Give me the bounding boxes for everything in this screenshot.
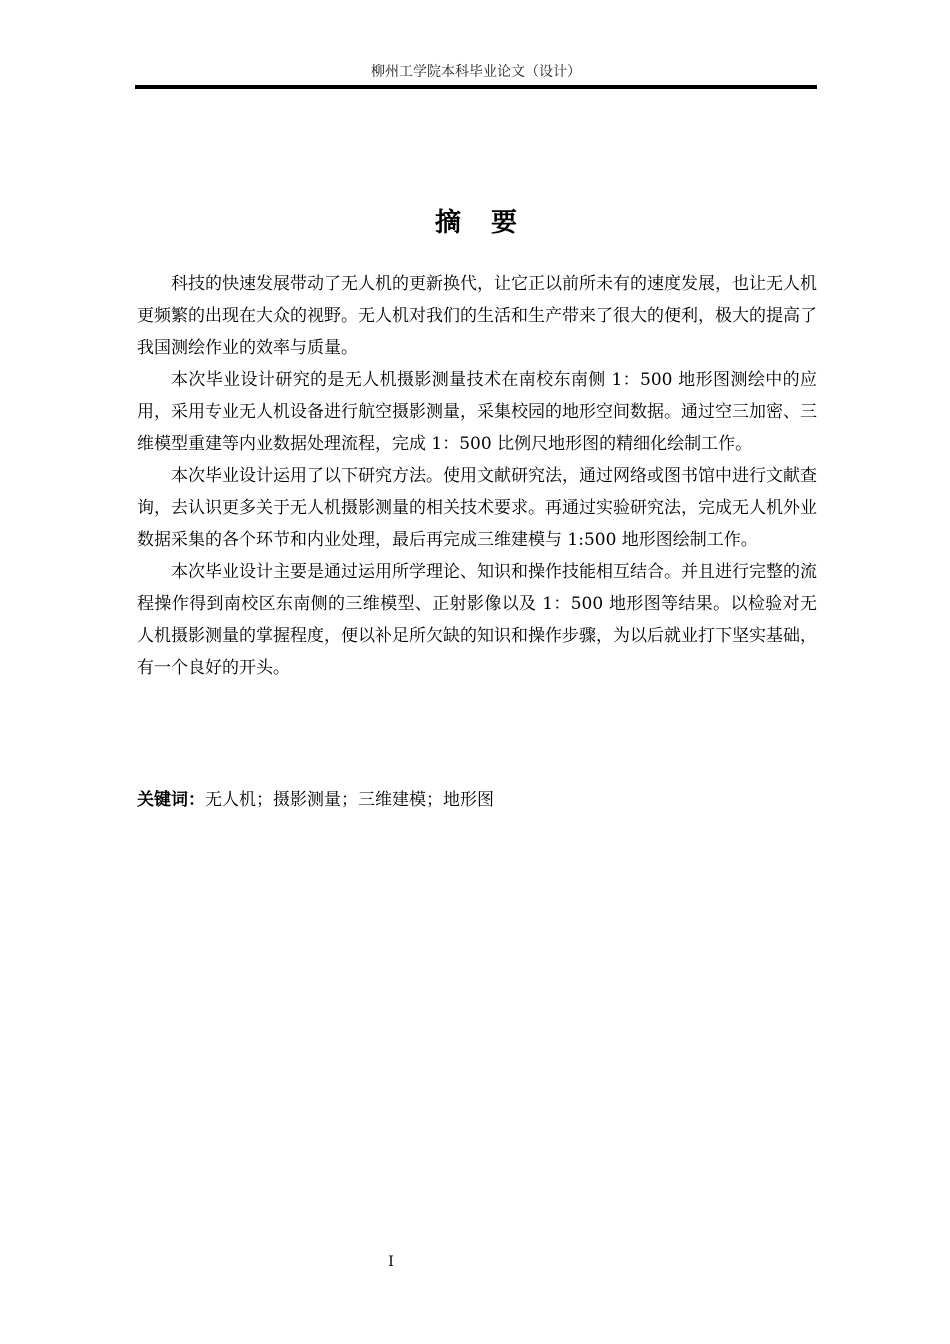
keywords-label: 关键词： [137,790,205,810]
abstract-paragraph: 本次毕业设计主要是通过运用所学理论、知识和操作技能相互结合。并且进行完整的流程操作得到南校区东南侧的三维模型、正射影像以及 1：500 地形图等结果。以检验对无人机摄影测量的掌握程度，便以补足所欠缺的知识和操作步骤，为以后就业打下坚实基础，有一个良好的开头。 [137,562,817,678]
header-rule [135,85,817,89]
keywords-text: 无人机；摄影测量；三维建模；地形图 [205,790,494,810]
page-number: I [388,1254,394,1270]
abstract-title: 摘要 [434,208,547,238]
abstract-paragraph: 本次毕业设计运用了以下研究方法。使用文献研究法，通过网络或图书馆中进行文献查询，去认识更多关于无人机摄影测量的相关技术要求。再通过实验研究法，完成无人机外业数据采集的各个环节和内业处理，最后再完成三维建模与 1:500 地形图绘制工作。 [137,466,817,550]
abstract-paragraph: 本次毕业设计研究的是无人机摄影测量技术在南校东南侧 1：500 地形图测绘中的应用，采用专业无人机设备进行航空摄影测量，采集校园的地形空间数据。通过空三加密、三维模型重建等内业数据处理流程，完成 1：500 比例尺地形图的精细化绘制工作。 [137,370,817,454]
abstract-paragraph: 科技的快速发展带动了无人机的更新换代，让它正以前所未有的速度发展，也让无人机更频繁的出现在大众的视野。无人机对我们的生活和生产带来了很大的便利，极大的提高了我国测绘作业的效率与质量。 [137,274,817,358]
keywords-line [137,784,817,816]
running-header: 柳州工学院本科毕业论文（设计） [371,64,581,80]
abstract-body [137,268,817,684]
